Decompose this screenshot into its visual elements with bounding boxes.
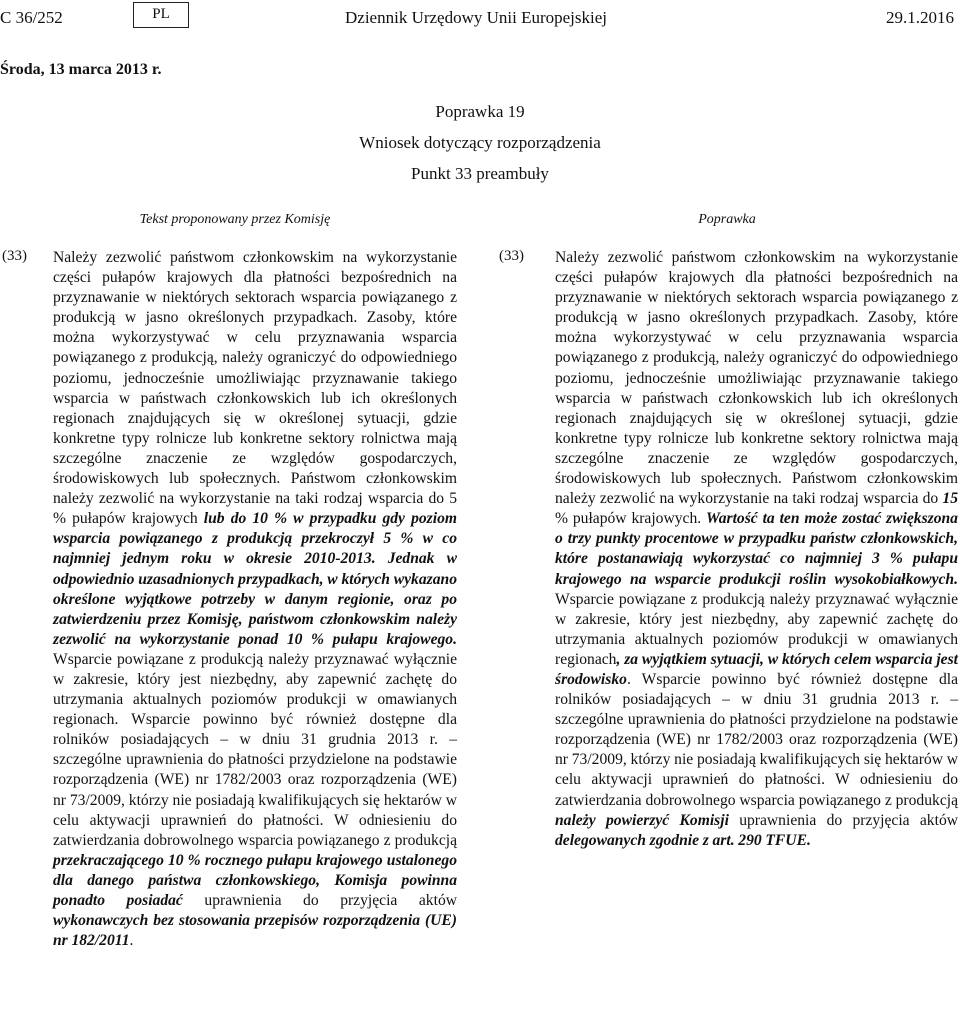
text-segment: uprawnienia do przyjęcia aktów bbox=[182, 892, 457, 909]
commission-text-column bbox=[53, 248, 457, 951]
language-badge: PL bbox=[133, 2, 189, 28]
amended-text-segment: należy powierzyć Komisji bbox=[555, 811, 729, 829]
journal-reference: C 36/252 bbox=[0, 8, 63, 27]
amended-text-segment: wykonawczych bez stosowania przepisów rozporządzenia (UE) nr 182/2011 bbox=[53, 912, 457, 950]
text-segment: Wsparcie powiązane z produkcją należy przyznawać wyłącznie w zakresie, który jest niezbędny, aby zapewnić zachętę do utrzymania aktualnych poziomów produkcji w omawianych regionach. Wsparcie powinno być również dostępne dla rolników posiadających – w dniu 31 grudnia 2013 r. – szczególne uprawnienia do płatności przydzielone na podstawie rozporządzenia (WE) nr 1782/2003 oraz rozporządzenia (WE) nr 73/2009, którzy nie posiadają kwalifikujących się hektarów w celu aktywacji uprawnień do płatności. W odniesieniu do zatwierdzania dobrowolnego wsparcia powiązanego z produkcją bbox=[53, 650, 457, 849]
text-segment: . bbox=[129, 932, 134, 950]
amendment-title: Poprawka 19 bbox=[435, 102, 525, 121]
sitting-date: Środa, 13 marca 2013 r. bbox=[0, 61, 162, 78]
journal-name: Dziennik Urzędowy Unii Europejskiej bbox=[345, 8, 608, 27]
amendment-text-column bbox=[555, 248, 958, 851]
publication-date: 29.1.2016 bbox=[886, 8, 954, 27]
amendment-text-header: Poprawka bbox=[698, 212, 756, 227]
recital-number-right: (33) bbox=[499, 248, 524, 264]
amendment-subtitle: Wniosek dotyczący rozporządzenia bbox=[359, 133, 601, 152]
amended-text-segment: przekraczającego 10 % rocznego pułapu krajowego ustalonego dla danego państwa członkowskiego, Komisja powinna ponadto posiadać bbox=[53, 851, 457, 909]
text-segment: uprawnienia do przyjęcia aktów bbox=[728, 811, 958, 829]
amended-text-segment: Wartość ta ten może zostać zwiększona o trzy punkty procentowe w przypadku państw członkowskich, które postanawiają wykorzystać co najmniej 3 % pułapu krajowego na wsparcie produkcji roślin wysokobiałkowych. bbox=[555, 510, 958, 588]
text-segment: Należy zezwolić państwom członkowskim na wykorzystanie części pułapów krajowych dla płatności bezpośrednich na przyznawanie w niektórych sektorach wsparcia powiązanego z produkcją w jasno określonych przypadkach. Zasoby, które można wykorzystywać w celu przyznawania wsparcia powiązanego z produkcją, należy ograniczyć do odpowiedniego poziomu, jednocześnie umożliwiając przyznawanie takiego wsparcia w państwach członkowskich lub ich określonych regionach znajdujących się w określonej sytuacji, gdzie konkretne typy rolnicze lub konkretne sektory rolnictwa mają szczególne znaczenie ze względów gospodarczych, środowiskowych lub społecznych. Państwom członkowskim należy zezwolić na wykorzystanie na taki rodzaj wsparcia do 5 % pułapów krajowych bbox=[53, 249, 457, 528]
amended-text-segment: delegowanych zgodnie z art. 290 TFUE. bbox=[555, 831, 811, 849]
amendment-heading bbox=[0, 96, 960, 189]
recital-number-left: (33) bbox=[2, 248, 27, 264]
text-segment: Należy zezwolić państwom członkowskim na wykorzystanie części pułapów krajowych dla płatności bezpośrednich na przyznawanie w niektórych sektorach wsparcia powiązanego z produkcją w jasno określonych przypadkach. Zasoby, które można wykorzystywać w celu przyznawania wsparcia powiązanego z produkcją, należy ograniczyć do odpowiedniego poziomu, jednocześnie umożliwiając przyznawanie takiego wsparcia w państwach członkowskich lub ich określonych regionach znajdujących się w określonej sytuacji, gdzie konkretne typy rolnicze lub konkretne sektory rolnictwa mają szczególne znaczenie ze względów gospodarczych, środowiskowych lub społecznych. Państwom członkowskim należy zezwolić na wykorzystanie na taki rodzaj wsparcia do bbox=[555, 249, 958, 508]
text-segment: Wsparcie powiązane z produkcją należy przyznawać wyłącznie w zakresie, który jest niezbędny, aby zapewnić zachętę do utrzymania aktualnych poziomów produkcji w omawianych regionach bbox=[555, 590, 958, 668]
commission-text-header: Tekst proponowany przez Komisję bbox=[139, 212, 331, 227]
amended-text-segment: , za wyjątkiem sytuacji, w których celem wsparcia jest środowisko bbox=[555, 650, 958, 688]
text-segment: . Wsparcie powinno być również dostępne dla rolników posiadających – w dniu 31 grudnia 2013 r. – szczególne uprawnienia do płatności przydzielone na podstawie rozporządzenia (WE) nr 1782/2003 oraz rozporządzenia (WE) nr 73/2009, którzy nie posiadają kwalifikujących się hektarów w celu aktywacji uprawnień do płatności. W odniesieniu do zatwierdzania dobrowolnego wsparcia powiązanego z produkcją bbox=[555, 670, 958, 809]
amended-text-segment: lub do 10 % w przypadku gdy poziom wsparcia powiązanego z produkcją przekroczył 5 % w co najmniej jednym roku w okresie 2010-2013. Jednak w odpowiednio uzasadnionych przypadkach, w których wykazano określone wyjątkowe potrzeby w danym regionie, oraz po zatwierdzeniu przez Komisję, państwom członkowskim należy zezwolić na wykorzystanie ponad 10 % pułapu krajowego. bbox=[53, 510, 457, 648]
text-segment: % pułapów krajowych. bbox=[555, 510, 707, 528]
page-header bbox=[0, 0, 960, 36]
amended-text-segment: 15 bbox=[942, 490, 958, 508]
amendment-article: Punkt 33 preambuły bbox=[411, 164, 549, 183]
